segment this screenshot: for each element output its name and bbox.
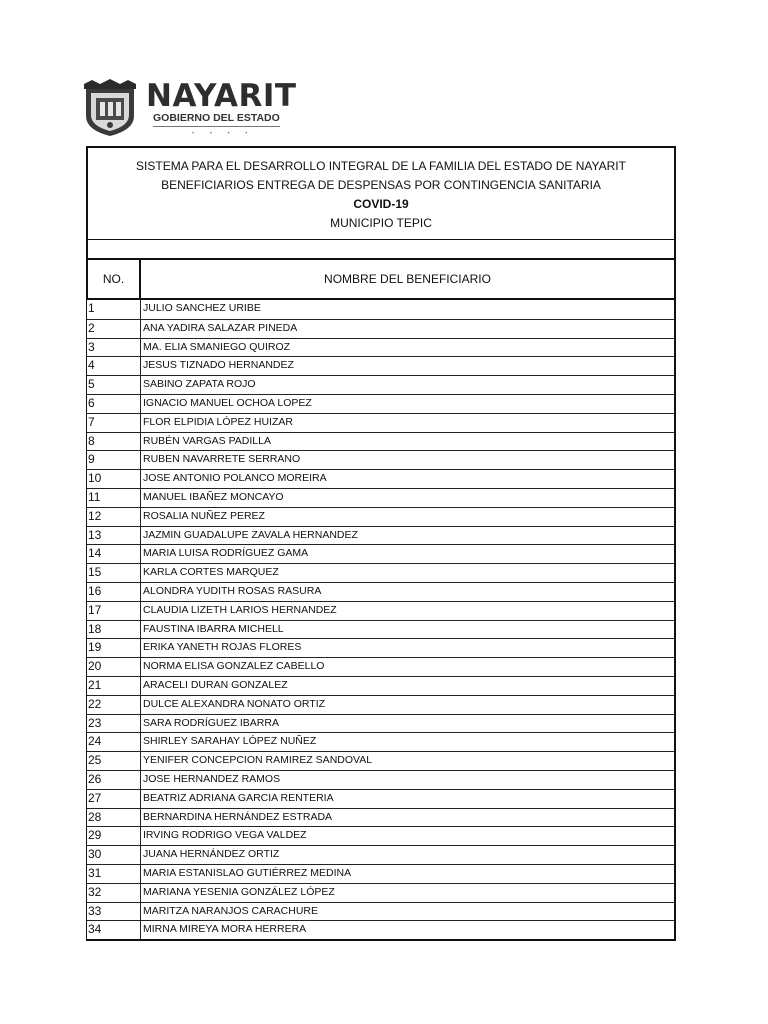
row-number: 27 — [87, 790, 141, 808]
beneficiary-name: MARIA ESTANISLAO GUTIÉRREZ MEDINA — [143, 866, 352, 879]
table-row — [87, 883, 674, 902]
row-number: 14 — [87, 545, 141, 563]
beneficiary-name: JULIO SANCHEZ URIBE — [143, 302, 261, 314]
row-number: 16 — [87, 583, 141, 601]
table-row — [87, 544, 674, 563]
beneficiary-name: MIRNA MIREYA MORA HERRERA — [143, 923, 307, 936]
beneficiary-name: ARACELI DURAN GONZALEZ — [143, 678, 288, 691]
beneficiary-name: BEATRIZ ADRIANA GARCIA RENTERIA — [143, 791, 334, 804]
beneficiary-name: NORMA ELISA GONZALEZ CABELLO — [143, 660, 325, 673]
title-line-covid: COVID-19 — [353, 197, 409, 211]
row-number: 21 — [87, 677, 141, 695]
beneficiary-name: JOSE ANTONIO POLANCO MOREIRA — [143, 472, 327, 485]
table-row — [87, 676, 674, 695]
row-number: 25 — [87, 752, 141, 770]
row-number: 10 — [87, 470, 141, 488]
row-number: 17 — [87, 602, 141, 620]
beneficiary-name: MARIANA YESENIA GONZÁLEZ LÓPEZ — [143, 885, 335, 898]
table-row — [87, 394, 674, 413]
spacer-row — [86, 240, 676, 260]
table-row — [87, 582, 674, 601]
row-number: 24 — [87, 733, 141, 751]
coat-of-arms-icon — [80, 78, 140, 138]
table-row — [87, 845, 674, 864]
table-row — [87, 300, 674, 319]
beneficiary-name: IGNACIO MANUEL OCHOA LOPEZ — [143, 396, 312, 409]
row-number: 15 — [87, 564, 141, 582]
logo-dots: • • • • — [192, 131, 255, 137]
table-row — [87, 808, 674, 827]
row-number: 34 — [87, 921, 141, 939]
row-number: 1 — [87, 300, 141, 319]
row-number: 29 — [87, 827, 141, 845]
table-row — [87, 601, 674, 620]
row-number: 7 — [87, 414, 141, 432]
logo-name: NAYARIT — [146, 78, 297, 114]
table-row — [87, 375, 674, 394]
table-row — [87, 319, 674, 338]
table-row — [87, 432, 674, 451]
row-number: 9 — [87, 451, 141, 469]
table-row — [87, 450, 674, 469]
table-row — [87, 695, 674, 714]
beneficiary-name: KARLA CORTES MARQUEZ — [143, 566, 279, 579]
beneficiary-name: ROSALIA NUÑEZ PEREZ — [143, 509, 265, 522]
row-number: 2 — [87, 320, 141, 338]
row-number: 33 — [87, 903, 141, 921]
table-row — [87, 507, 674, 526]
table-row — [87, 526, 674, 545]
row-number: 32 — [87, 884, 141, 902]
beneficiary-name: MANUEL IBAÑEZ MONCAYO — [143, 490, 284, 503]
beneficiary-name: ANA YADIRA SALAZAR PINEDA — [143, 321, 298, 334]
table-row — [87, 920, 674, 939]
table-row — [87, 714, 674, 733]
row-number: 8 — [87, 433, 141, 451]
row-number: 28 — [87, 809, 141, 827]
beneficiary-name: MA. ELIA SMANIEGO QUIROZ — [143, 340, 291, 353]
beneficiary-list — [86, 300, 676, 941]
header-name: NOMBRE DEL BENEFICIARIO — [324, 272, 491, 286]
beneficiary-sheet — [86, 146, 676, 941]
row-number: 5 — [87, 376, 141, 394]
row-number: 20 — [87, 658, 141, 676]
title-line-organization: SISTEMA PARA EL DESARROLLO INTEGRAL DE LA FAMILIA DEL ESTADO DE NAYARIT — [136, 159, 626, 173]
row-number: 13 — [87, 527, 141, 545]
table-row — [87, 789, 674, 808]
beneficiary-name: ERIKA YANETH ROJAS FLORES — [143, 641, 302, 654]
beneficiary-name: FLOR ELPIDIA LÓPEZ HUIZAR — [143, 415, 293, 428]
table-row — [87, 864, 674, 883]
row-number: 3 — [87, 339, 141, 357]
row-number: 19 — [87, 639, 141, 657]
beneficiary-name: YENIFER CONCEPCION RAMIREZ SANDOVAL — [143, 754, 373, 767]
beneficiary-name: FAUSTINA IBARRA MICHELL — [143, 622, 284, 635]
table-row — [87, 469, 674, 488]
table-row — [87, 770, 674, 789]
beneficiary-name: JUANA HERNÁNDEZ ORTIZ — [143, 848, 280, 861]
table-row — [87, 732, 674, 751]
title-line-municipality: MUNICIPIO TEPIC — [330, 216, 432, 230]
table-row — [87, 338, 674, 357]
row-number: 23 — [87, 715, 141, 733]
table-row — [87, 751, 674, 770]
table-header — [86, 260, 676, 300]
beneficiary-name: MARITZA NARANJOS CARACHURE — [143, 904, 319, 917]
row-number: 11 — [87, 489, 141, 507]
table-row — [87, 563, 674, 582]
title-block — [86, 146, 676, 240]
beneficiary-name: RUBÉN VARGAS PADILLA — [143, 434, 271, 447]
table-row — [87, 356, 674, 375]
row-number: 26 — [87, 771, 141, 789]
beneficiary-name: IRVING RODRIGO VEGA VALDEZ — [143, 829, 307, 842]
table-row — [87, 620, 674, 639]
table-row — [87, 657, 674, 676]
row-number: 18 — [87, 621, 141, 639]
table-row — [87, 902, 674, 921]
row-number: 31 — [87, 865, 141, 883]
beneficiary-name: SARA RODRÍGUEZ IBARRA — [143, 716, 279, 729]
beneficiary-name: BERNARDINA HERNÁNDEZ ESTRADA — [143, 810, 333, 823]
table-row — [87, 488, 674, 507]
beneficiary-name: JAZMIN GUADALUPE ZAVALA HERNANDEZ — [143, 528, 358, 541]
table-row — [87, 638, 674, 657]
beneficiary-name: JOSE HERNANDEZ RAMOS — [143, 772, 281, 785]
logo-subtitle: GOBIERNO DEL ESTADO — [153, 112, 280, 127]
beneficiary-name: JESUS TIZNADO HERNANDEZ — [143, 359, 294, 372]
row-number: 22 — [87, 696, 141, 714]
row-number: 30 — [87, 846, 141, 864]
beneficiary-name: ALONDRA YUDITH ROSAS RASURA — [143, 584, 322, 597]
title-line-program: BENEFICIARIOS ENTREGA DE DESPENSAS POR CONTINGENCIA SANITARIA — [161, 178, 601, 192]
table-row — [87, 826, 674, 845]
header-no: NO. — [88, 260, 141, 298]
beneficiary-name: CLAUDIA LIZETH LARIOS HERNANDEZ — [143, 603, 337, 616]
row-number: 4 — [87, 357, 141, 375]
table-row — [87, 413, 674, 432]
row-number: 12 — [87, 508, 141, 526]
state-logo — [80, 78, 310, 138]
beneficiary-name: MARIA LUISA RODRÍGUEZ GAMA — [143, 547, 309, 560]
beneficiary-name: DULCE ALEXANDRA NONATO ORTIZ — [143, 697, 326, 710]
beneficiary-name: SABINO ZAPATA ROJO — [143, 378, 256, 391]
row-number: 6 — [87, 395, 141, 413]
beneficiary-name: SHIRLEY SARAHAY LÓPEZ NUÑEZ — [143, 735, 317, 748]
beneficiary-name: RUBEN NAVARRETE SERRANO — [143, 453, 301, 466]
